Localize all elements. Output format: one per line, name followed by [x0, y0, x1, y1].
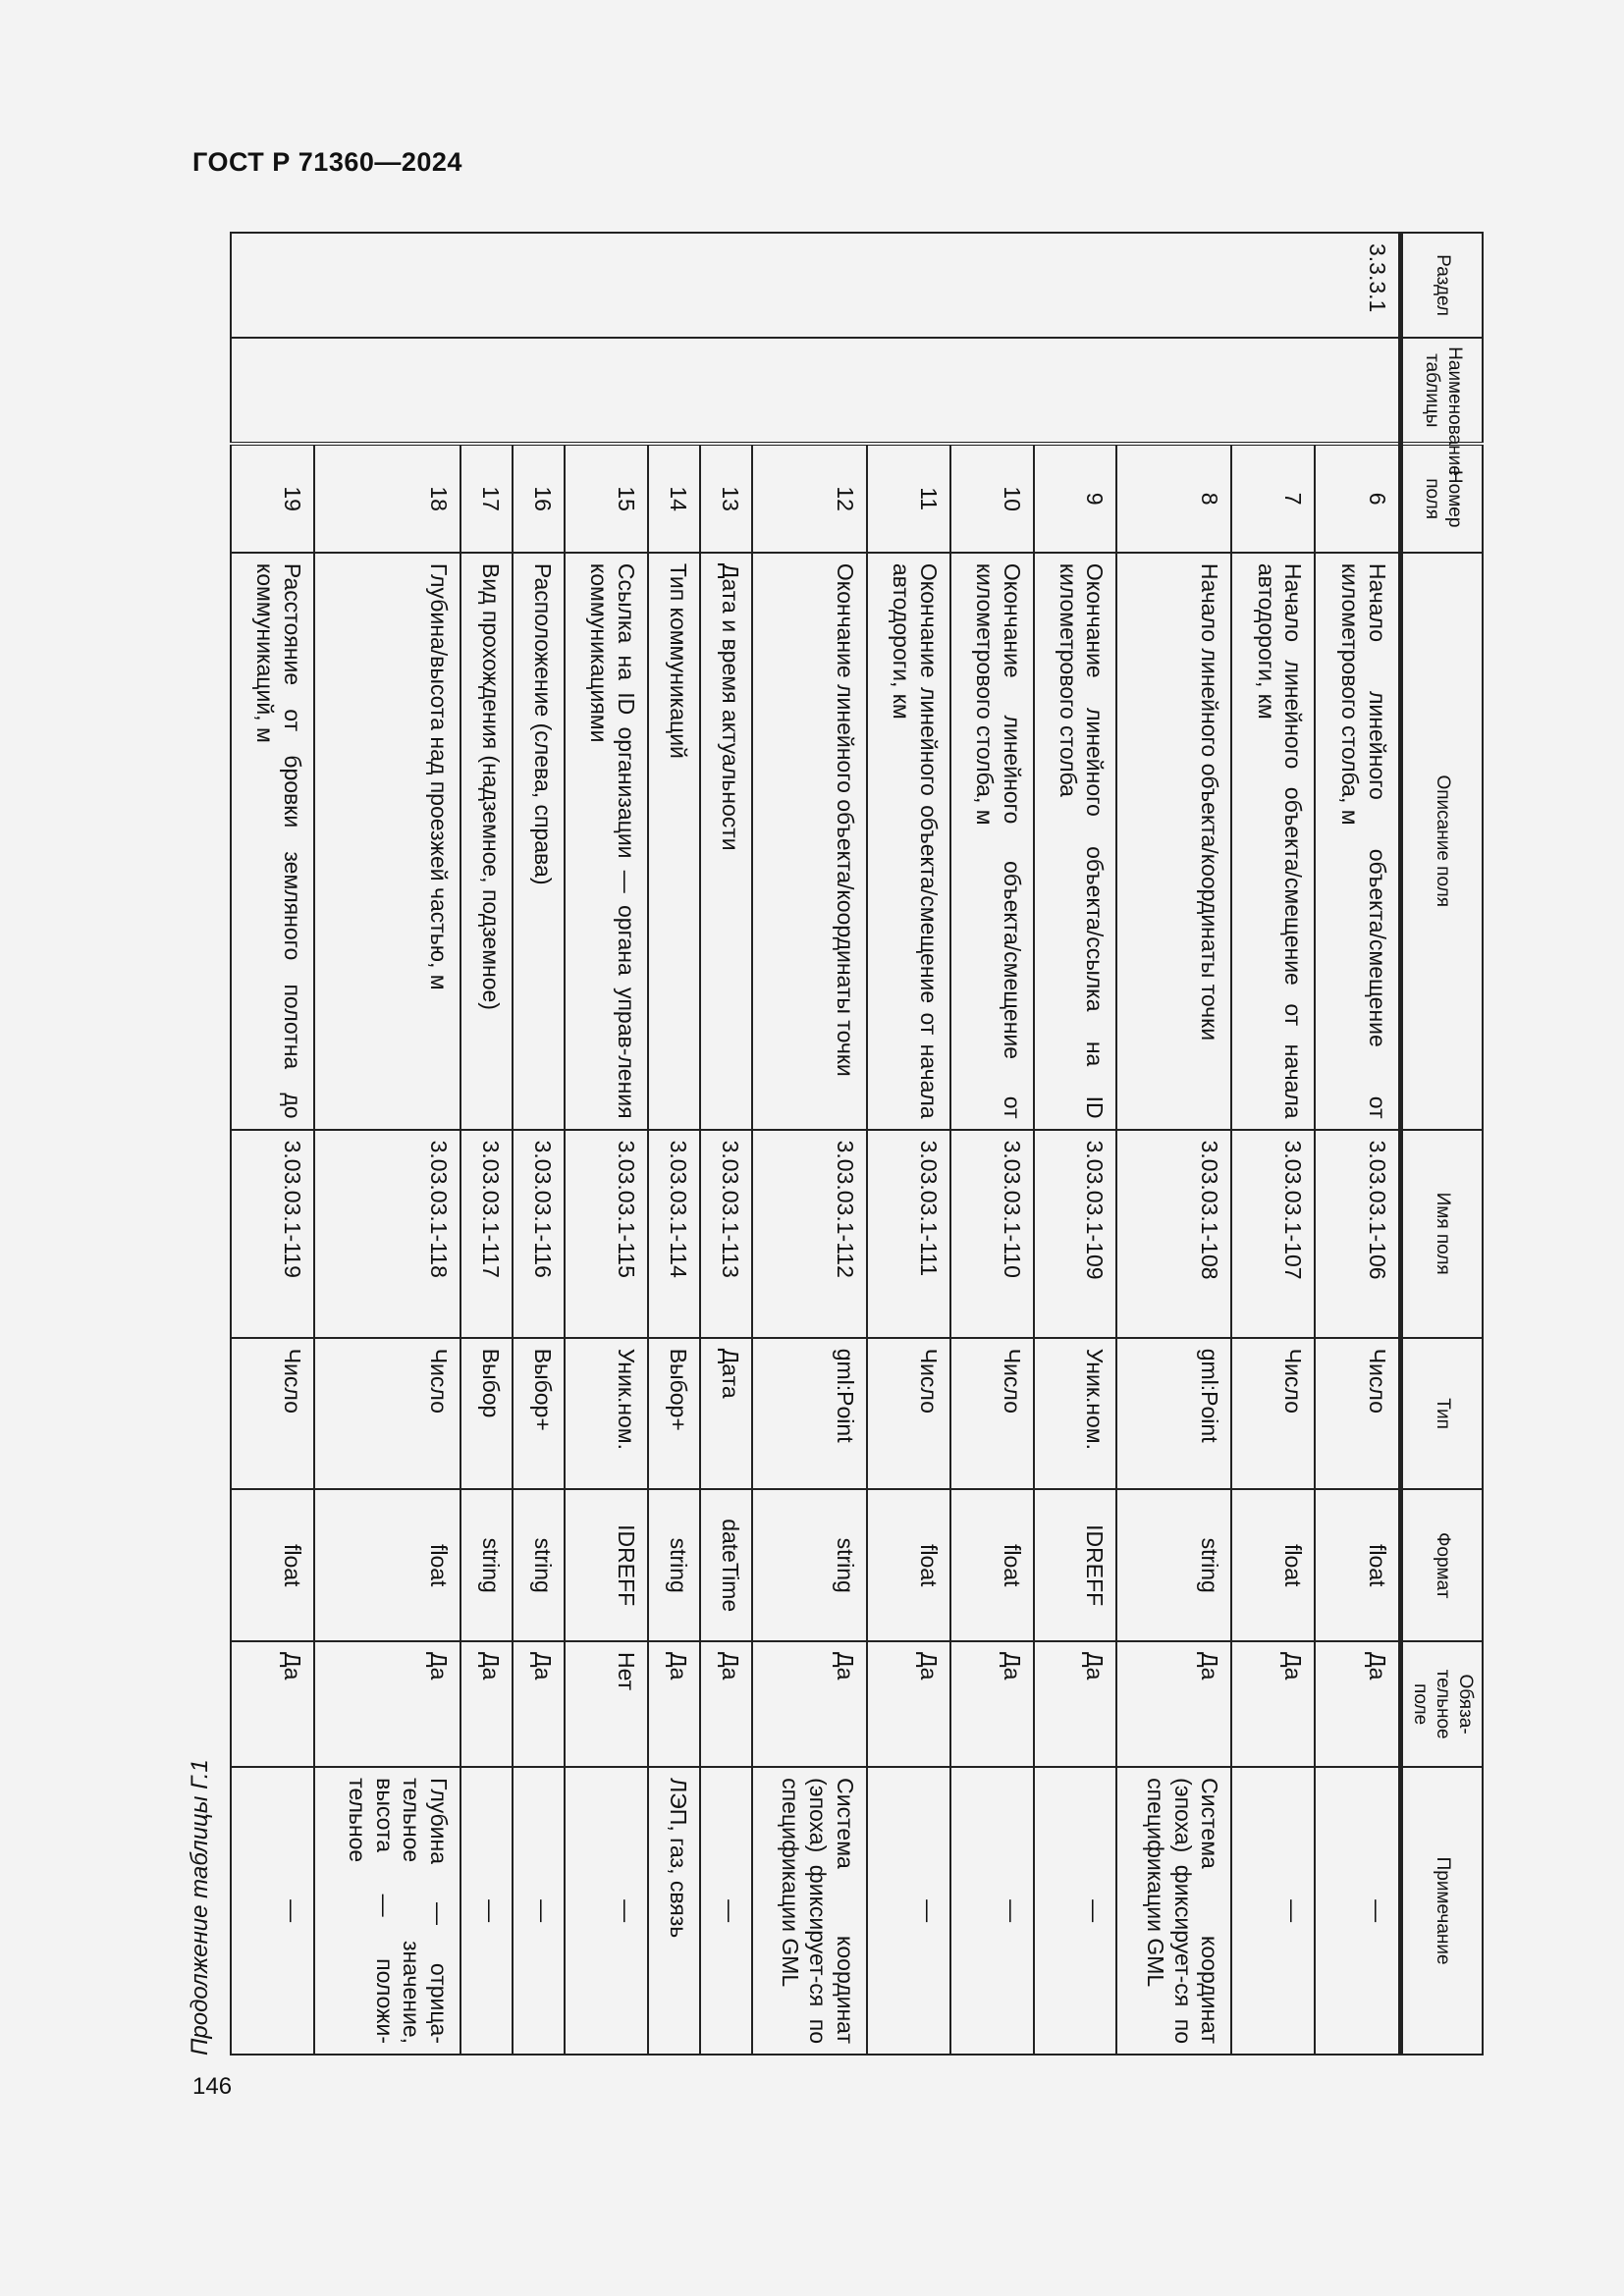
- description-cell: Окончание линейного объекта/координаты точки: [752, 553, 867, 1130]
- type-cell: Уник.ном.: [565, 1338, 648, 1490]
- table-header-row: [1400, 233, 1483, 2055]
- section-cell: 3.3.3.1: [231, 233, 1400, 338]
- table-row: [460, 233, 513, 2055]
- note-cell: —: [1231, 1767, 1315, 2055]
- format-cell: float: [1315, 1489, 1400, 1641]
- required-cell: Да: [1231, 1641, 1315, 1767]
- field-number-cell: 17: [460, 444, 513, 552]
- page-number: 146: [192, 2073, 233, 2100]
- field-number-cell: 16: [513, 444, 565, 552]
- field-name-cell: 3.03.03.1-119: [231, 1130, 314, 1338]
- field-number-cell: 12: [752, 444, 867, 552]
- field-number-cell: 10: [950, 444, 1034, 552]
- format-cell: float: [950, 1489, 1034, 1641]
- description-cell: Начало линейного объекта/смещение от километрового столба, м: [1315, 553, 1400, 1130]
- type-cell: Выбор+: [648, 1338, 700, 1490]
- table-row: [648, 233, 700, 2055]
- table-name-cell: [231, 338, 1400, 444]
- format-cell: string: [1116, 1489, 1231, 1641]
- description-cell: Ссылка на ID организации — органа управ-ления коммуникациями: [565, 553, 648, 1130]
- field-number-cell: 19: [231, 444, 314, 552]
- field-name-cell: 3.03.03.1-114: [648, 1130, 700, 1338]
- type-cell: Число: [867, 1338, 950, 1490]
- field-name-cell: 3.03.03.1-112: [752, 1130, 867, 1338]
- note-cell: Система координат (эпоха) фиксирует-ся по спецификации GML: [1116, 1767, 1231, 2055]
- format-cell: string: [752, 1489, 867, 1641]
- rotated-table-container: [230, 232, 1484, 2056]
- required-cell: Да: [752, 1641, 867, 1767]
- data-table: [230, 232, 1484, 2056]
- format-cell: dateTime: [700, 1489, 752, 1641]
- type-cell: Выбор+: [513, 1338, 565, 1490]
- field-name-cell: 3.03.03.1-118: [314, 1130, 460, 1338]
- field-number-cell: 11: [867, 444, 950, 552]
- header-required: Обяза-тельное поле: [1400, 1641, 1483, 1767]
- field-number-cell: 7: [1231, 444, 1315, 552]
- table-row: [867, 233, 950, 2055]
- table-row: [1116, 233, 1231, 2055]
- type-cell: Уник.ном.: [1034, 1338, 1117, 1490]
- format-cell: float: [314, 1489, 460, 1641]
- description-cell: Окончание линейного объекта/ссылка на ID километрового столба: [1034, 553, 1117, 1130]
- type-cell: gml:Point: [1116, 1338, 1231, 1490]
- note-cell: ЛЭП, газ, связь: [648, 1767, 700, 2055]
- description-cell: Начало линейного объекта/координаты точки: [1116, 553, 1231, 1130]
- field-name-cell: 3.03.03.1-106: [1315, 1130, 1400, 1338]
- format-cell: string: [460, 1489, 513, 1641]
- field-name-cell: 3.03.03.1-109: [1034, 1130, 1117, 1338]
- description-cell: Глубина/высота над проезжей частью, м: [314, 553, 460, 1130]
- field-number-cell: 9: [1034, 444, 1117, 552]
- field-number-cell: 13: [700, 444, 752, 552]
- header-type: Тип: [1400, 1338, 1483, 1490]
- required-cell: Да: [648, 1641, 700, 1767]
- field-name-cell: 3.03.03.1-111: [867, 1130, 950, 1338]
- required-cell: Да: [460, 1641, 513, 1767]
- type-cell: gml:Point: [752, 1338, 867, 1490]
- field-name-cell: 3.03.03.1-116: [513, 1130, 565, 1338]
- type-cell: Выбор: [460, 1338, 513, 1490]
- table-continuation-caption: Продолжение таблицы Г.1: [187, 1759, 213, 2056]
- format-cell: float: [867, 1489, 950, 1641]
- format-cell: IDREFF: [1034, 1489, 1117, 1641]
- field-name-cell: 3.03.03.1-117: [460, 1130, 513, 1338]
- note-cell: —: [460, 1767, 513, 2055]
- field-number-cell: 15: [565, 444, 648, 552]
- field-number-cell: 8: [1116, 444, 1231, 552]
- table-row: [1315, 233, 1400, 2055]
- description-cell: Окончание линейного объекта/смещение от начала автодороги, км: [867, 553, 950, 1130]
- description-cell: Расстояние от бровки земляного полотна до коммуникаций, м: [231, 553, 314, 1130]
- table-row: [513, 233, 565, 2055]
- description-cell: Расположение (слева, справа): [513, 553, 565, 1130]
- type-cell: Число: [231, 1338, 314, 1490]
- required-cell: Да: [314, 1641, 460, 1767]
- field-name-cell: 3.03.03.1-107: [1231, 1130, 1315, 1338]
- type-cell: Число: [950, 1338, 1034, 1490]
- note-cell: —: [231, 1767, 314, 2055]
- description-cell: Дата и время актуальности: [700, 553, 752, 1130]
- field-number-cell: 14: [648, 444, 700, 552]
- format-cell: float: [1231, 1489, 1315, 1641]
- required-cell: Нет: [565, 1641, 648, 1767]
- format-cell: float: [231, 1489, 314, 1641]
- note-cell: —: [700, 1767, 752, 2055]
- field-name-cell: 3.03.03.1-115: [565, 1130, 648, 1338]
- note-cell: —: [1315, 1767, 1400, 2055]
- table-row: [231, 233, 314, 2055]
- table-row: [950, 233, 1034, 2055]
- field-name-cell: 3.03.03.1-110: [950, 1130, 1034, 1338]
- type-cell: Число: [1315, 1338, 1400, 1490]
- document-header: ГОСТ Р 71360—2024: [192, 147, 462, 177]
- type-cell: Число: [314, 1338, 460, 1490]
- required-cell: Да: [1034, 1641, 1117, 1767]
- header-format: Формат: [1400, 1489, 1483, 1641]
- table-row: [700, 233, 752, 2055]
- required-cell: Да: [700, 1641, 752, 1767]
- table-row: [565, 233, 648, 2055]
- note-cell: Система координат (эпоха) фиксирует-ся по спецификации GML: [752, 1767, 867, 2055]
- required-cell: Да: [867, 1641, 950, 1767]
- table-row: [1231, 233, 1315, 2055]
- field-number-cell: 6: [1315, 444, 1400, 552]
- required-cell: Да: [1116, 1641, 1231, 1767]
- note-cell: Глубина — отрица-тельное значение, высота — положи-тельное: [314, 1767, 460, 2055]
- header-table-name: Наименование таблицы: [1400, 338, 1483, 444]
- header-field-name: Имя поля: [1400, 1130, 1483, 1338]
- table-row: [752, 233, 867, 2055]
- note-cell: —: [1034, 1767, 1117, 2055]
- format-cell: string: [648, 1489, 700, 1641]
- field-name-cell: 3.03.03.1-113: [700, 1130, 752, 1338]
- note-cell: —: [867, 1767, 950, 2055]
- format-cell: IDREFF: [565, 1489, 648, 1641]
- note-cell: —: [950, 1767, 1034, 2055]
- type-cell: Дата: [700, 1338, 752, 1490]
- required-cell: Да: [231, 1641, 314, 1767]
- field-number-cell: 18: [314, 444, 460, 552]
- header-description: Описание поля: [1400, 553, 1483, 1130]
- description-cell: Вид прохождения (надземное, подземное): [460, 553, 513, 1130]
- header-field-number: Номер поля: [1400, 444, 1483, 552]
- description-cell: Окончание линейного объекта/смещение от километрового столба, м: [950, 553, 1034, 1130]
- required-cell: Да: [1315, 1641, 1400, 1767]
- format-cell: string: [513, 1489, 565, 1641]
- header-note: Примечание: [1400, 1767, 1483, 2055]
- type-cell: Число: [1231, 1338, 1315, 1490]
- description-cell: Начало линейного объекта/смещение от начала автодороги, км: [1231, 553, 1315, 1130]
- table-row: [314, 233, 460, 2055]
- note-cell: —: [565, 1767, 648, 2055]
- header-section: Раздел: [1400, 233, 1483, 338]
- field-name-cell: 3.03.03.1-108: [1116, 1130, 1231, 1338]
- required-cell: Да: [513, 1641, 565, 1767]
- required-cell: Да: [950, 1641, 1034, 1767]
- table-row: [1034, 233, 1117, 2055]
- note-cell: —: [513, 1767, 565, 2055]
- description-cell: Тип коммуникаций: [648, 553, 700, 1130]
